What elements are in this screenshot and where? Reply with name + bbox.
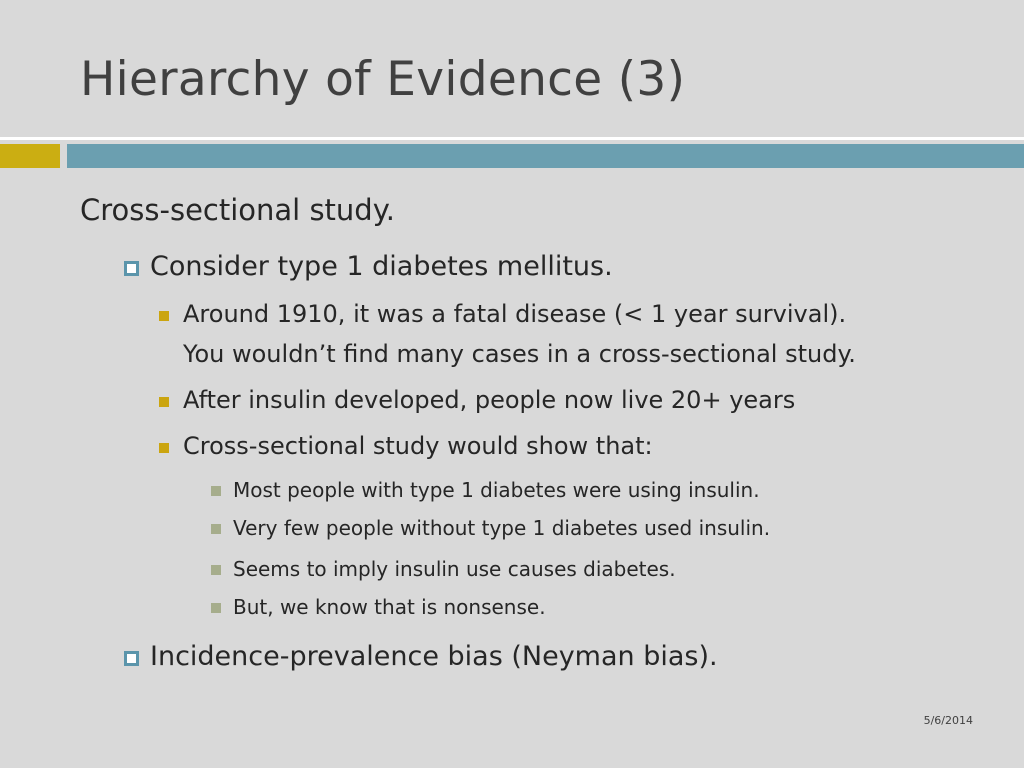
square-bullet-icon (124, 261, 139, 276)
square-bullet-icon (124, 651, 139, 666)
bullet-text: Very few people without type 1 diabetes used insulin. (233, 516, 771, 540)
square-bullet-icon (159, 443, 169, 453)
bullet-text: But, we know that is nonsense. (233, 595, 546, 619)
square-bullet-icon (159, 397, 169, 407)
heading-text: Cross-sectional study. (80, 193, 395, 227)
bullet-text: Most people with type 1 diabetes were using insulin. (233, 478, 760, 502)
bullet-text: Around 1910, it was a fatal disease (< 1 year survival). (183, 300, 847, 328)
bullet-text: After insulin developed, people now live 20+ years (183, 386, 796, 414)
bullet-text: Consider type 1 diabetes mellitus. (150, 251, 613, 282)
square-bullet-icon (211, 486, 221, 496)
slide-title: Hierarchy of Evidence (3) (80, 52, 686, 107)
square-bullet-icon (211, 565, 221, 575)
square-bullet-icon (211, 524, 221, 534)
square-bullet-icon (159, 311, 169, 321)
bullet-text-continuation: You wouldn’t find many cases in a cross-sectional study. (183, 340, 856, 368)
square-bullet-icon (211, 603, 221, 613)
bullet-text: Incidence-prevalence bias (Neyman bias). (150, 641, 718, 672)
footer-date: 5/6/2014 (923, 714, 973, 727)
bullet-text: Seems to imply insulin use causes diabetes. (233, 557, 676, 581)
bullet-text: Cross-sectional study would show that: (183, 432, 653, 460)
